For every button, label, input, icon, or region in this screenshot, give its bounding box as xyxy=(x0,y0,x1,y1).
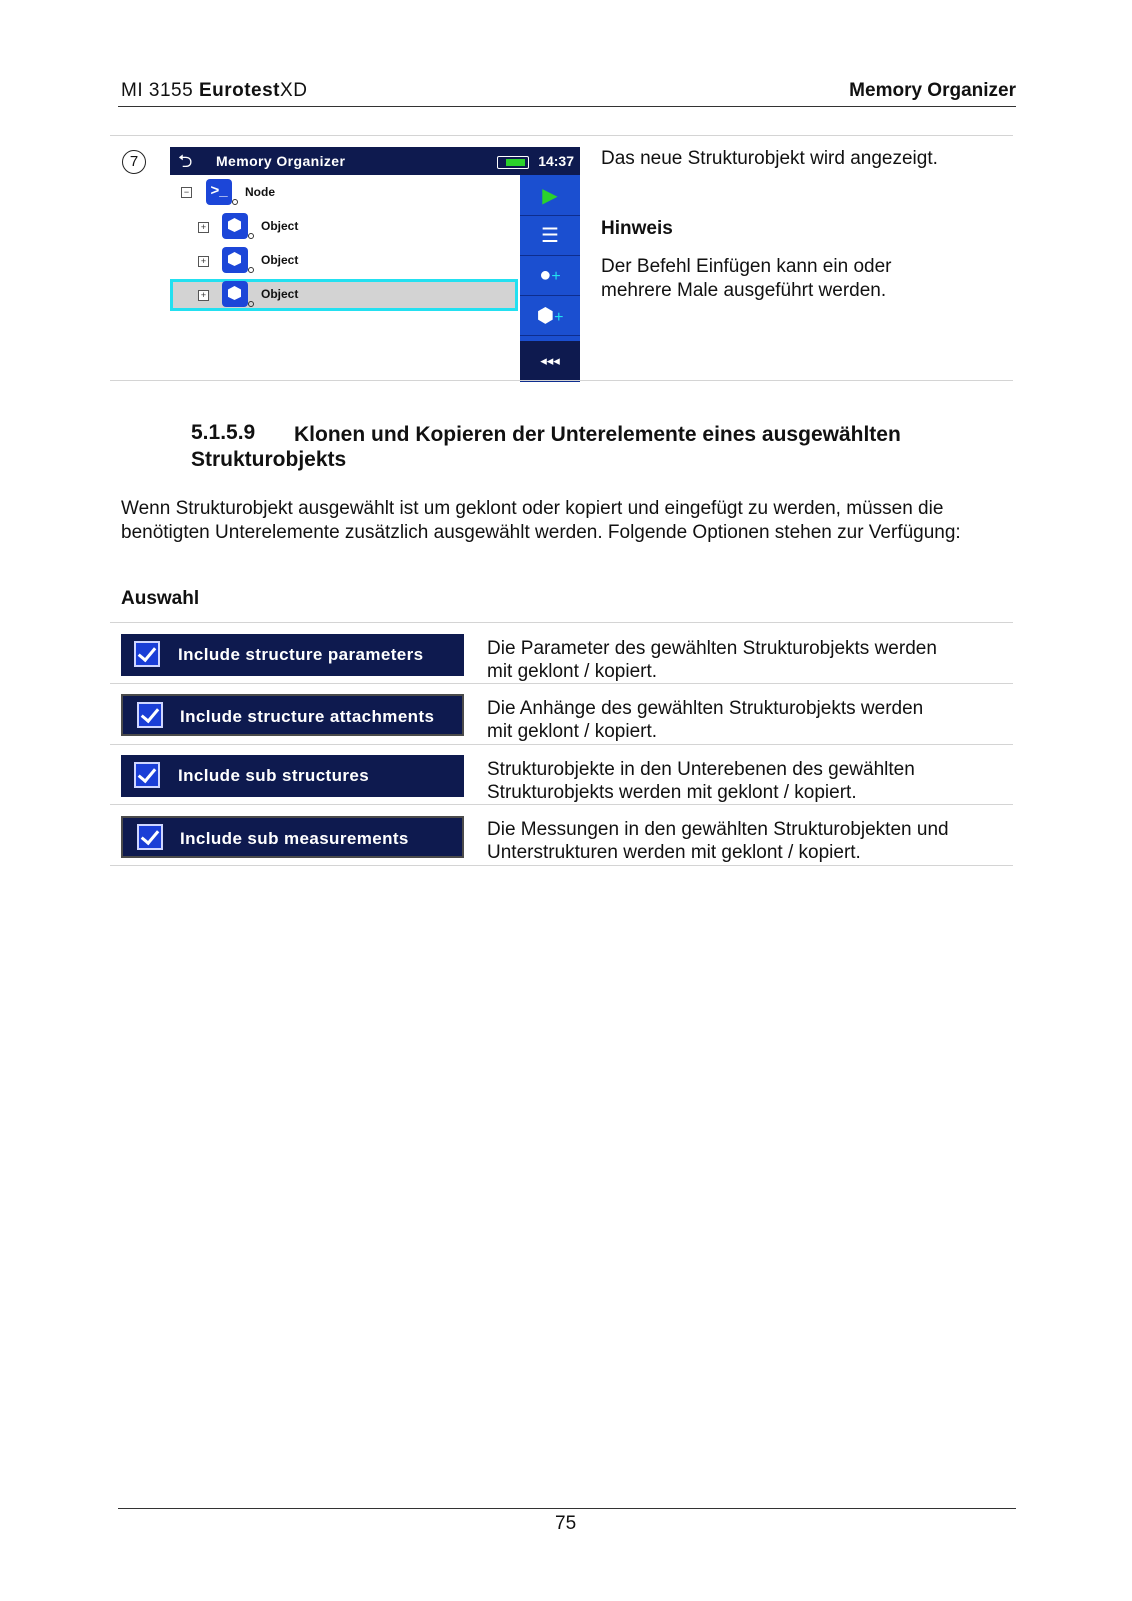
row-rule xyxy=(110,683,1013,684)
object-dot xyxy=(248,301,254,307)
section-number: 5.1.5.9 xyxy=(191,421,256,444)
option-include-structure-attachments[interactable] xyxy=(121,694,464,736)
object-dot xyxy=(248,267,254,273)
option-label: Include sub measurements xyxy=(180,829,409,848)
row-rule xyxy=(110,744,1013,745)
subheading: Auswahl xyxy=(121,588,200,609)
option-description: Die Messungen in den gewählten Strukturobjekten und Unterstrukturen werden mit geklont / kopiert. xyxy=(487,819,949,863)
option-description: Strukturobjekte in den Unterebenen des gewählten Strukturobjekts werden mit geklont / kopiert. xyxy=(487,759,915,803)
node-icon: >_ xyxy=(206,179,232,205)
tree-node-label[interactable]: Node xyxy=(245,185,275,199)
play-button[interactable] xyxy=(520,175,580,216)
checkbox-icon[interactable] xyxy=(137,824,163,850)
list-icon: ☰ xyxy=(541,224,559,247)
options-top-rule xyxy=(110,622,1013,623)
expand-icon[interactable]: + xyxy=(198,222,209,233)
add-structure-icon: ⬢+ xyxy=(536,304,564,327)
footer-divider xyxy=(118,1508,1016,1509)
add-measurement-button[interactable] xyxy=(520,255,580,296)
checkbox-icon[interactable] xyxy=(134,762,160,788)
option-description: Die Anhänge des gewählten Strukturobjekts werden mit geklont / kopiert. xyxy=(487,698,924,742)
option-include-sub-measurements[interactable] xyxy=(121,816,464,858)
option-label: Include structure parameters xyxy=(178,645,424,664)
object-icon xyxy=(222,247,248,273)
checkbox-icon[interactable] xyxy=(134,641,160,667)
tree-object-label[interactable]: Object xyxy=(261,219,299,233)
expand-icon[interactable]: + xyxy=(198,256,209,267)
note-heading: Hinweis xyxy=(601,218,673,239)
option-include-structure-parameters[interactable] xyxy=(121,634,464,676)
option-description: Die Parameter des gewählten Strukturobjekts werden mit geklont / kopiert. xyxy=(487,638,937,682)
option-label: Include sub structures xyxy=(178,766,370,785)
checkbox-icon[interactable] xyxy=(137,702,163,728)
option-label: Include structure attachments xyxy=(180,707,435,726)
step-description: Das neue Strukturobjekt wird angezeigt. xyxy=(601,148,938,169)
device-title: Memory Organizer xyxy=(216,153,346,169)
page-number: 75 xyxy=(555,1513,577,1534)
header-divider xyxy=(118,106,1016,107)
device-time: 14:37 xyxy=(538,153,574,169)
object-icon xyxy=(222,281,248,307)
device-side-menu xyxy=(520,175,580,381)
object-dot xyxy=(248,233,254,239)
back-arrows-icon: ◂◂◂ xyxy=(540,353,560,368)
node-dot xyxy=(232,199,238,205)
step-number: 7 xyxy=(122,150,146,174)
back-arrows-button[interactable] xyxy=(520,341,580,382)
row-rule xyxy=(110,804,1013,805)
object-icon xyxy=(222,213,248,239)
collapse-icon[interactable]: − xyxy=(181,187,192,198)
section-title: Klonen und Kopieren der Unterelemente eines ausgewählten xyxy=(294,423,901,446)
doc-header-model: MI 3155 EurotestXD xyxy=(121,80,308,101)
add-structure-button[interactable] xyxy=(520,295,580,336)
list-button[interactable] xyxy=(520,215,580,256)
tree-object-label[interactable]: Object xyxy=(261,287,299,301)
options-bottom-rule xyxy=(110,865,1013,866)
device-screenshot xyxy=(170,147,580,381)
expand-icon[interactable]: + xyxy=(198,290,209,301)
device-title-bar xyxy=(170,147,580,175)
option-include-sub-structures[interactable] xyxy=(121,755,464,797)
add-measurement-icon: ●+ xyxy=(539,263,561,286)
table-bottom-rule xyxy=(110,380,1013,381)
back-icon[interactable]: ⮌ xyxy=(178,151,193,171)
section-paragraph: Wenn Strukturobjekt ausgewählt ist um geklont oder kopiert und eingefügt zu werden, müssen die benötigten Unterelemente zusätzlich ausgewählt werden. Folgende Optionen stehen zur Verfügung: xyxy=(121,498,961,543)
play-icon: ▶ xyxy=(542,184,558,207)
doc-header-section: Memory Organizer xyxy=(849,80,1016,101)
tree-object-label[interactable]: Object xyxy=(261,253,299,267)
note-text: Der Befehl Einfügen kann ein oder mehrere Male ausgeführt werden. xyxy=(601,256,892,301)
section-title-continued: Strukturobjekts xyxy=(191,448,347,471)
table-top-rule xyxy=(110,135,1013,136)
battery-icon xyxy=(497,156,529,169)
